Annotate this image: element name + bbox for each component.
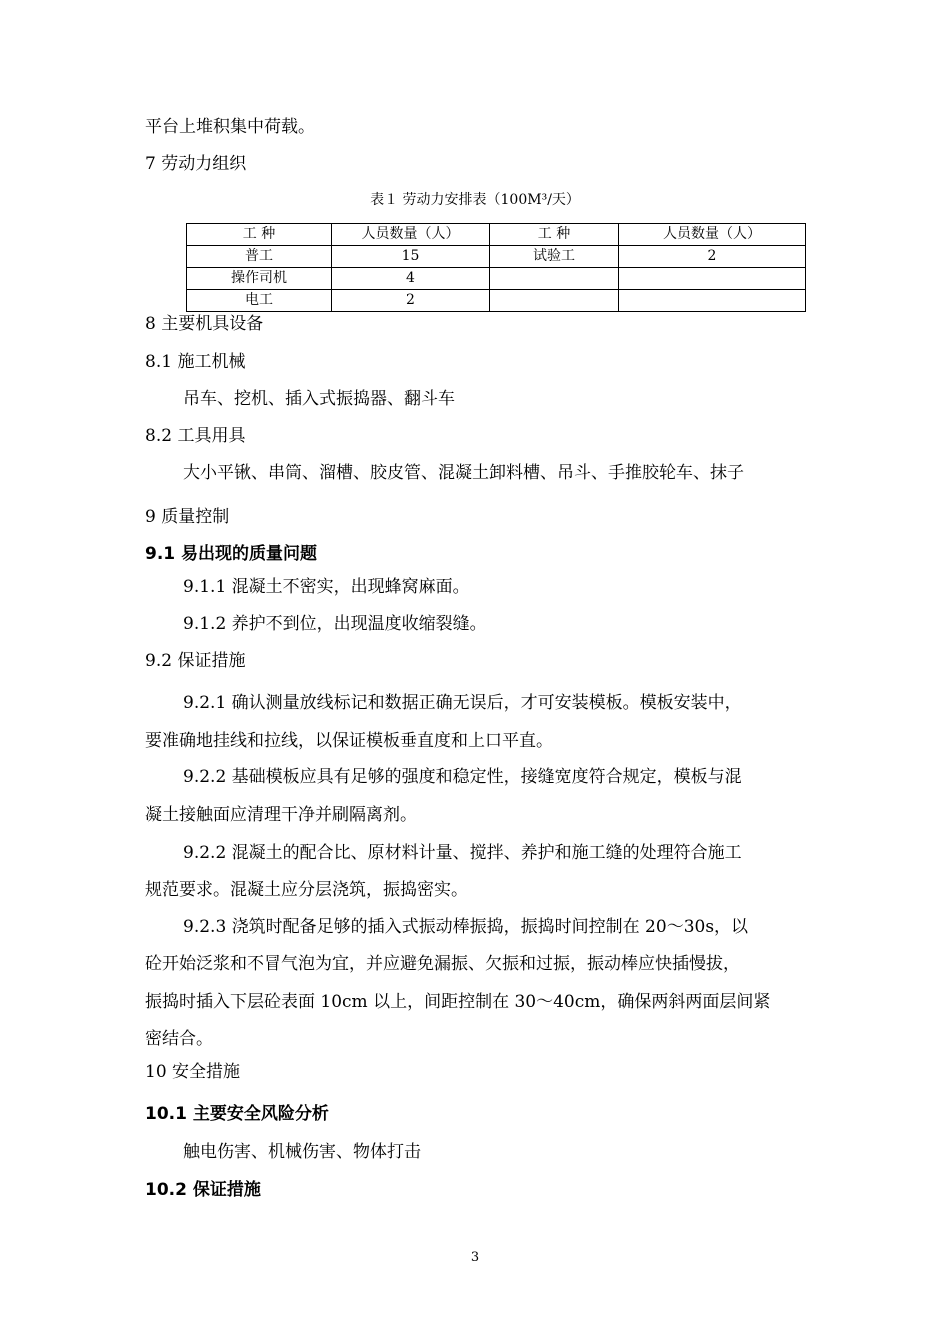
body-line: 9.2.2 混凝土的配合比、原材料计量、搅拌、养护和施工缝的处理符合施工 — [183, 843, 742, 863]
body-line: 砼开始泛浆和不冒气泡为宜，并应避免漏振、欠振和过振，振动棒应快插慢拔， — [145, 954, 740, 974]
body-line: 9.1.2 养护不到位，出现温度收缩裂缝。 — [183, 614, 487, 634]
body-line: 触电伤害、机械伤害、物体打击 — [183, 1142, 421, 1162]
table-row — [187, 290, 806, 312]
section-heading-9: 9 质量控制 — [145, 507, 230, 527]
table-header-cell: 人员数量（人） — [332, 224, 490, 246]
table-header-row — [187, 224, 806, 246]
section-heading-9-2: 9.2 保证措施 — [145, 651, 246, 671]
table-cell: 2 — [332, 290, 490, 312]
table-cell: 试验工 — [490, 246, 619, 268]
table-cell: 15 — [332, 246, 490, 268]
section-heading-8-1: 8.1 施工机械 — [145, 352, 246, 372]
body-line: 密结合。 — [145, 1029, 213, 1049]
section-heading-9-1: 9.1 易出现的质量问题 — [145, 544, 318, 564]
table-cell — [490, 290, 619, 312]
labor-table — [186, 223, 806, 312]
body-line: 吊车、挖机、插入式振捣器、翻斗车 — [183, 389, 455, 409]
table-cell: 普工 — [187, 246, 332, 268]
body-line: 凝土接触面应清理干净并刷隔离剂。 — [145, 805, 417, 825]
table-cell: 4 — [332, 268, 490, 290]
section-heading-7: 7 劳动力组织 — [145, 154, 247, 174]
table-cell — [490, 268, 619, 290]
table-header-cell: 工 种 — [187, 224, 332, 246]
table-row — [187, 246, 806, 268]
table-cell — [619, 268, 806, 290]
section-heading-10-1: 10.1 主要安全风险分析 — [145, 1104, 329, 1124]
section-heading-8-2: 8.2 工具用具 — [145, 426, 246, 446]
table-header-cell: 工 种 — [490, 224, 619, 246]
body-line: 规范要求。混凝土应分层浇筑，振捣密实。 — [145, 880, 468, 900]
table-caption: 表１ 劳动力安排表（100M³/天） — [370, 192, 580, 208]
section-heading-10-2: 10.2 保证措施 — [145, 1180, 261, 1200]
table-cell — [619, 290, 806, 312]
page-number: 3 — [470, 1250, 480, 1265]
table-header-cell: 人员数量（人） — [619, 224, 806, 246]
table-cell: 电工 — [187, 290, 332, 312]
body-line: 9.1.1 混凝土不密实，出现蜂窝麻面。 — [183, 577, 470, 597]
table-cell: 2 — [619, 246, 806, 268]
body-line: 平台上堆积集中荷载。 — [145, 117, 315, 137]
section-heading-8: 8 主要机具设备 — [145, 314, 264, 334]
body-line: 振捣时插入下层砼表面 10cm 以上，间距控制在 30～40cm，确保两斜两面层间紧 — [145, 992, 771, 1012]
body-line: 9.2.1 确认测量放线标记和数据正确无误后，才可安装模板。模板安装中， — [183, 693, 742, 713]
body-line: 要准确地挂线和拉线，以保证模板垂直度和上口平直。 — [145, 731, 553, 751]
table-cell: 操作司机 — [187, 268, 332, 290]
section-heading-10: 10 安全措施 — [145, 1062, 241, 1082]
table-row — [187, 268, 806, 290]
body-line: 9.2.2 基础模板应具有足够的强度和稳定性，接缝宽度符合规定，模板与混 — [183, 767, 742, 787]
body-line: 大小平锹、串筒、溜槽、胶皮管、混凝土卸料槽、吊斗、手推胶轮车、抹子 — [183, 463, 744, 483]
body-line: 9.2.3 浇筑时配备足够的插入式振动棒振捣，振捣时间控制在 20～30s，以 — [183, 917, 749, 937]
